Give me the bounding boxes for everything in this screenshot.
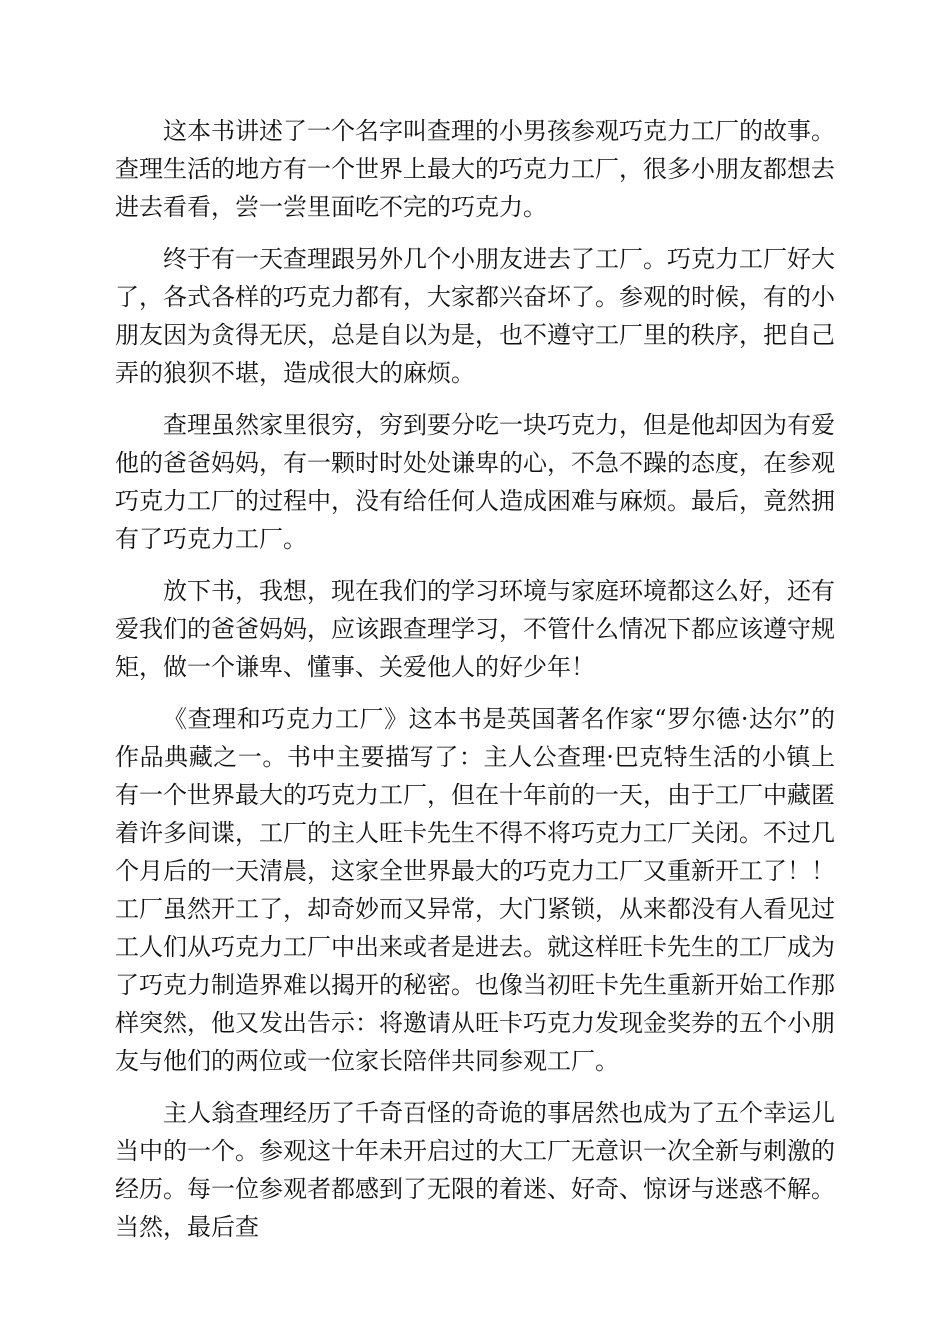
paragraph-6: 主人翁查理经历了千奇百怪的奇诡的事居然也成为了五个幸运儿当中的一个。参观这十年未开启过的大工厂无意识一次全新与刺激的经历。每一位参观者都感到了无限的着迷、好奇、惊讶与迷惑不解。当然，最后查	[115, 1099, 835, 1241]
document-body	[115, 112, 835, 1260]
paragraph-4: 放下书，我想，现在我们的学习环境与家庭环境都这么好，还有爱我们的爸爸妈妈，应该跟查理学习，不管什么情况下都应该遵守规矩，做一个谦卑、懂事、关爱他人的好少年！	[115, 577, 835, 681]
paragraph-1: 这本书讲述了一个名字叫查理的小男孩参观巧克力工厂的故事。查理生活的地方有一个世界上最大的巧克力工厂，很多小朋友都想去进去看看，尝一尝里面吃不完的巧克力。	[115, 117, 835, 221]
paragraph-3: 查理虽然家里很穷，穷到要分吃一块巧克力，但是他却因为有爱他的爸爸妈妈，有一颗时时处处谦卑的心，不急不躁的态度，在参观巧克力工厂的过程中，没有给任何人造成困难与麻烦。最后，竟然拥有了巧克力工厂。	[115, 411, 835, 553]
paragraph-2: 终于有一天查理跟另外几个小朋友进去了工厂。巧克力工厂好大了，各式各样的巧克力都有，大家都兴奋坏了。参观的时候，有的小朋友因为贪得无厌，总是自以为是，也不遵守工厂里的秩序，把自己弄的狼狈不堪，造成很大的麻烦。	[115, 245, 835, 387]
paragraph-5: 《查理和巧克力工厂》这本书是英国著名作家“罗尔德·达尔”的作品典藏之一。书中主要描写了：主人公查理·巴克特生活的小镇上有一个世界最大的巧克力工厂，但在十年前的一天，由于工厂中藏匿着许多间谍，工厂的主人旺卡先生不得不将巧克力工厂关闭。不过几个月后的一天清晨，这家全世界最大的巧克力工厂又重新开工了！！工厂虽然开工了，却奇妙而又异常，大门紧锁，从来都没有人看见过工人们从巧克力工厂中出来或者是进去。就这样旺卡先生的工厂成为了巧克力制造界难以揭开的秘密。也像当初旺卡先生重新开始工作那样突然，他又发出告示：将邀请从旺卡巧克力发现金奖券的五个小朋友与他们的两位或一位家长陪伴共同参观工厂。	[115, 705, 835, 1075]
